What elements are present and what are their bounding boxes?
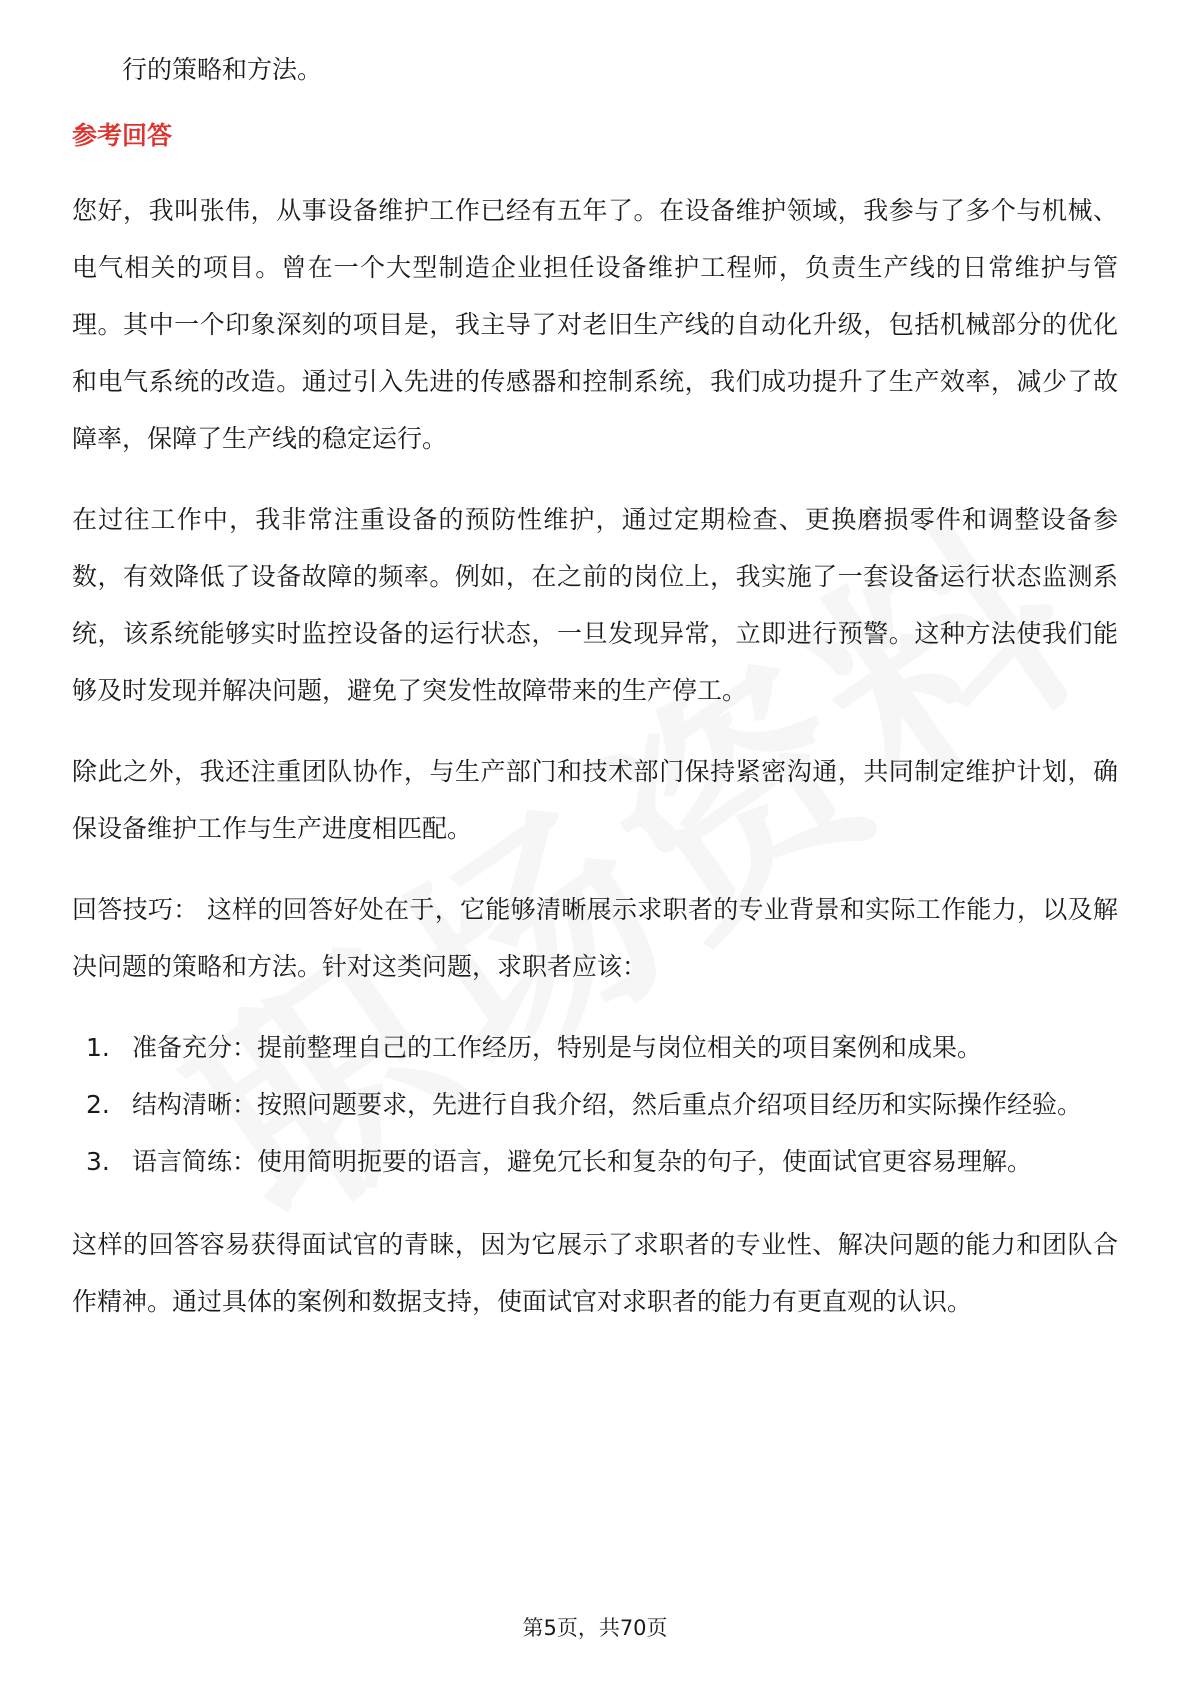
list-number: 2. xyxy=(86,1090,110,1119)
page-number: 第5页，共70页 xyxy=(522,1616,668,1640)
tips-list xyxy=(72,1019,1118,1190)
answer-paragraph-2: 在过往工作中，我非常注重设备的预防性维护，通过定期检查、更换磨损零件和调整设备参数，有效降低了设备故障的频率。例如，在之前的岗位上，我实施了一套设备运行状态监测系统，该系统能够实时监控设备的运行状态，一旦发现异常，立即进行预警。这种方法使我们能够及时发现并解决问题，避免了突发性故障带来的生产停工。 xyxy=(72,505,1118,705)
list-item-text: 结构清晰：按照问题要求，先进行自我介绍，然后重点介绍项目经历和实际操作经验。 xyxy=(132,1090,1083,1119)
closing-paragraph: 这样的回答容易获得面试官的青睐，因为它展示了求职者的专业性、解决问题的能力和团队合作精神。通过具体的案例和数据支持，使面试官对求职者的能力有更直观的认识。 xyxy=(72,1230,1118,1316)
section-heading: 参考回答 xyxy=(72,121,173,150)
answer-paragraph-3: 除此之外，我还注重团队协作，与生产部门和技术部门保持紧密沟通，共同制定维护计划，确保设备维护工作与生产进度相匹配。 xyxy=(72,757,1118,843)
continued-text: 行的策略和方法。 xyxy=(122,55,323,84)
answer-paragraph-1: 您好，我叫张伟，从事设备维护工作已经有五年了。在设备维护领域，我参与了多个与机械、电气相关的项目。曾在一个大型制造企业担任设备维护工程师，负责生产线的日常维护与管理。其中一个印象深刻的项目是，我主导了对老旧生产线的自动化升级，包括机械部分的优化和电气系统的改造。通过引入先进的传感器和控制系统，我们成功提升了生产效率，减少了故障率，保障了生产线的稳定运行。 xyxy=(72,196,1118,453)
page-content xyxy=(72,50,1118,1354)
list-number: 3. xyxy=(86,1147,110,1176)
list-item-text: 语言简练：使用简明扼要的语言，避免冗长和复杂的句子，使面试官更容易理解。 xyxy=(132,1147,1033,1176)
list-item xyxy=(72,1133,1118,1190)
list-number: 1. xyxy=(86,1033,110,1062)
tips-paragraph: 回答技巧： 这样的回答好处在于，它能够清晰展示求职者的专业背景和实际工作能力，以及解决问题的策略和方法。针对这类问题，求职者应该： xyxy=(72,895,1118,981)
list-item-text: 准备充分：提前整理自己的工作经历，特别是与岗位相关的项目案例和成果。 xyxy=(132,1033,983,1062)
list-item xyxy=(72,1076,1118,1133)
list-item xyxy=(72,1019,1118,1076)
